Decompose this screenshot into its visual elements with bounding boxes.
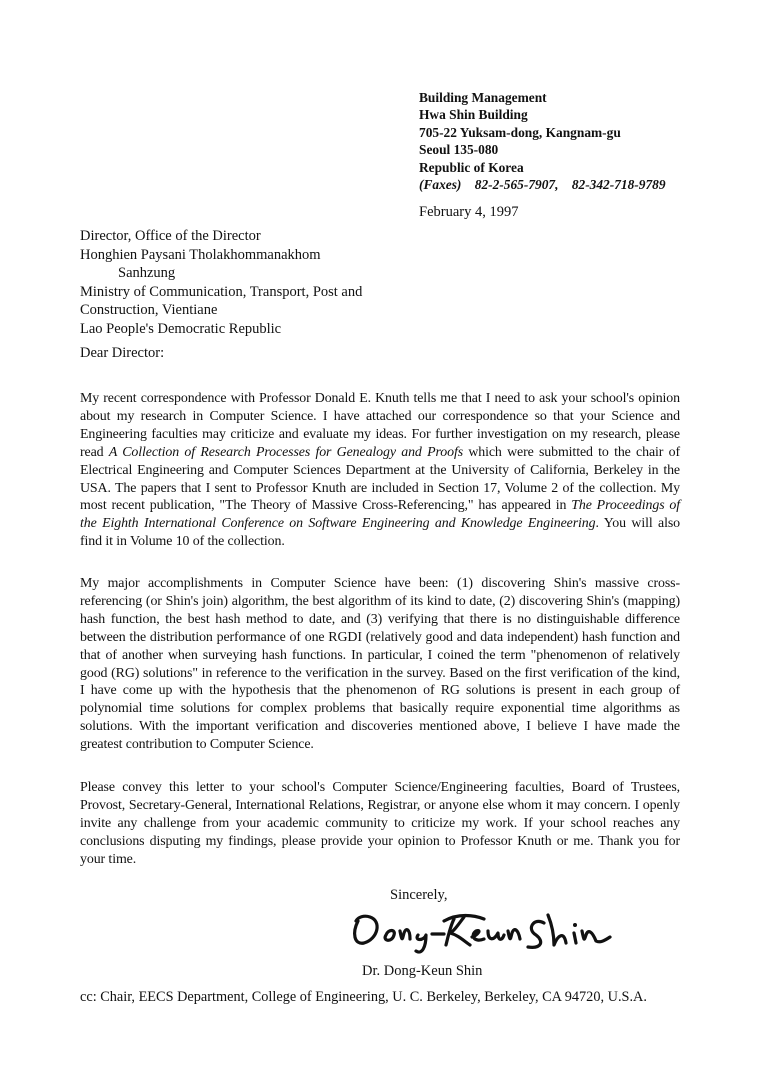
recipient-line-6: Lao People's Democratic Republic xyxy=(80,320,282,337)
paragraph-1-text-c: . You will also find it in Volume 10 of the collection. xyxy=(80,516,680,550)
sender-country: Republic of Korea xyxy=(419,159,524,175)
paragraph-1-text-a: My recent correspondence with Professor Donald E. Knuth tells me that I need to ask your school's opinion about my research in Computer Science. I have attached our correspondence so that your Science and Engineering faculties may criticize and evaluate my ideas. For further investigation on my research, please read xyxy=(80,391,680,460)
recipient-line-4: Ministry of Communication, Transport, Post and xyxy=(80,283,363,300)
recipient-line-5: Construction, Vientiane xyxy=(80,302,218,318)
collection-title: A Collection of Research Processes for Genealogy and Proofs xyxy=(108,444,464,460)
salutation: Dear Director: xyxy=(80,345,165,361)
paragraph-1-text-b: which were submitted to the chair of Electrical Engineering and Computer Sciences Department at the University of California, Berkeley in the USA. The papers that I sent to Professor Knuth are included in Section 17, Volume 2 of the collection. My most recent publication, "The Theory of Massive Cross-Referencing," has appeared in xyxy=(80,444,680,514)
faxes-label: (Faxes) xyxy=(419,177,462,193)
body-paragraph-1 xyxy=(80,390,680,551)
recipient-line-2: Honghien Paysani Tholakhommanakhom xyxy=(80,246,321,263)
sender-org: Building Management xyxy=(419,90,547,105)
recipient-address-block xyxy=(80,227,362,338)
fax-number-2: 82-342-718-9789 xyxy=(571,177,666,193)
signer-name: Dr. Dong-Keun Shin xyxy=(362,963,483,979)
closing: Sincerely, xyxy=(390,887,448,903)
letter-date: February 4, 1997 xyxy=(419,204,519,220)
proceedings-title: The Proceedings of the Eighth International Conference on Software Engineering and Knowledge Engineering xyxy=(80,498,681,532)
sender-city: Seoul 135-080 xyxy=(419,142,499,158)
body-paragraph-2: My major accomplishments in Computer Science have been: (1) discovering Shin's massive cross-referencing (or Shin's join) algorithm, the best algorithm of its kind to date, (2) discovering Shin's (mapping) hash function, the best hash method to date, and (3) verifying that there is no distinguishable difference between the distribution performance of one RGDI (relatively good and data independent) hash function and that of another when surveying hash functions. In particular, I coined the term "phenomenon of relatively good (RG) solutions" in reference to the verification in the survey. Based on the first verification of the kind, I have come up with the hypothesis that the phenomenon of RG solutions is present in each group of polynomial time solutions for complex problems that basically require exponential time algorithms as solutions. With the important verification and discoveries mentioned above, I believe I have made the greatest contribution to Computer Science. xyxy=(80,576,680,753)
fax-number-1: 82-2-565-7907, xyxy=(474,177,559,193)
sender-building: Hwa Shin Building xyxy=(419,107,528,123)
cc-line: cc: Chair, EECS Department, College of Engineering, U. C. Berkeley, Berkeley, CA 94720, U.S.A. xyxy=(80,989,647,1005)
recipient-line-3: Sanhzung xyxy=(118,265,176,281)
recipient-line-1: Director, Office of the Director xyxy=(80,228,261,244)
handwritten-signature xyxy=(348,907,618,957)
sender-address-block xyxy=(419,89,676,193)
body-paragraph-3: Please convey this letter to your school's Computer Science/Engineering faculties, Board of Trustees, Provost, Secretary-General, International Relations, Registrar, or anyone else whom it may concern. I openly invite any challenge from your academic community to criticize my work. If your school reaches any conclusions disputing my findings, please provide your opinion to Professor Knuth or me. Thank you for your time. xyxy=(80,780,680,867)
sender-street: 705-22 Yuksam-dong, Kangnam-gu xyxy=(419,124,621,140)
sender-faxes xyxy=(419,176,676,193)
